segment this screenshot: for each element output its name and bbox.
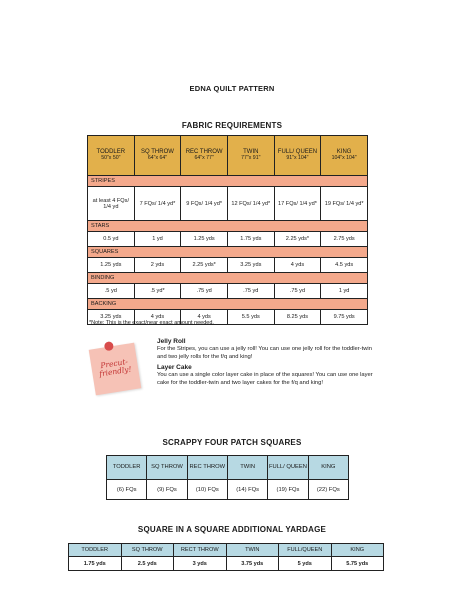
header-cell: SQ THROW bbox=[121, 544, 174, 557]
table-cell: 8.25 yds bbox=[274, 310, 321, 325]
table-cell: 5.5 yds bbox=[227, 310, 274, 325]
header-cell: FULL/ QUEEN bbox=[268, 456, 308, 480]
layer-cake-title: Layer Cake bbox=[157, 364, 192, 371]
precut-sticky-note bbox=[89, 343, 142, 396]
table-cell: .5 yd bbox=[88, 284, 135, 299]
table-cell: 5 yds bbox=[279, 557, 332, 571]
table-cell: (14) FQs bbox=[227, 480, 267, 500]
table-row bbox=[88, 284, 368, 299]
section-row-squares: SQUARES bbox=[88, 247, 368, 258]
header-cell: FULL/QUEEN bbox=[279, 544, 332, 557]
table-cell: .75 yd bbox=[227, 284, 274, 299]
header-twin: TWIN 77"x 91" bbox=[227, 136, 274, 176]
table-cell: (22) FQs bbox=[308, 480, 348, 500]
header-cell: RECT THROW bbox=[174, 544, 227, 557]
table-row bbox=[69, 557, 384, 571]
table-cell: (6) FQs bbox=[107, 480, 147, 500]
table-cell: at least 4 FQs/ 1/4 yd bbox=[88, 187, 135, 221]
table-cell: 3.25 yds bbox=[227, 258, 274, 273]
table-cell: (9) FQs bbox=[147, 480, 187, 500]
table-cell: 4 yds bbox=[274, 258, 321, 273]
table-cell: 1.75 yds bbox=[227, 232, 274, 247]
header-cell: TWIN bbox=[227, 456, 267, 480]
header-cell: TODDLER bbox=[107, 456, 147, 480]
table-cell: 1 yd bbox=[321, 284, 368, 299]
table-cell: 3.25 yds bbox=[88, 310, 135, 325]
table-cell: 3 yds bbox=[174, 557, 227, 571]
header-rec-throw: REC THROW 64"x 77" bbox=[181, 136, 228, 176]
header-toddler: TODDLER 50"x 50" bbox=[88, 136, 135, 176]
table-cell: (10) FQs bbox=[187, 480, 227, 500]
pushpin-icon bbox=[104, 341, 114, 351]
table-cell: 3.75 yds bbox=[226, 557, 279, 571]
table-cell: .75 yd bbox=[274, 284, 321, 299]
sticky-note-text: Precut-friendly! bbox=[98, 356, 133, 379]
table-cell: 2.5 yds bbox=[121, 557, 174, 571]
section-row-backing: BACKING bbox=[88, 299, 368, 310]
square-in-square-table bbox=[68, 543, 384, 571]
jelly-roll-text: For the Stripes, you can use a jelly roll! You can use one jelly roll for the toddler-twin and two jelly rolls for the f/q and king! bbox=[157, 346, 372, 360]
section-row-stripes: STRIPES bbox=[88, 176, 368, 187]
table-cell: .5 yd* bbox=[134, 284, 181, 299]
table-cell: 12 FQs/ 1/4 yd* bbox=[227, 187, 274, 221]
header-cell: KING bbox=[308, 456, 348, 480]
header-row bbox=[69, 544, 384, 557]
table-cell: 1.75 yds bbox=[69, 557, 122, 571]
header-cell: TWIN bbox=[226, 544, 279, 557]
section-row-stars: STARS bbox=[88, 221, 368, 232]
jelly-roll-tip bbox=[157, 338, 379, 362]
header-full-queen: FULL/ QUEEN 91"x 104" bbox=[274, 136, 321, 176]
scrappy-table bbox=[106, 455, 349, 500]
table-cell: 0.5 yd bbox=[88, 232, 135, 247]
table-cell: 4 yds bbox=[181, 310, 228, 325]
table-cell: 2 yds bbox=[134, 258, 181, 273]
table-cell: 4.5 yds bbox=[321, 258, 368, 273]
header-cell: SQ THROW bbox=[147, 456, 187, 480]
table-cell: 2.25 yds* bbox=[181, 258, 228, 273]
header-cell: TODDLER bbox=[69, 544, 122, 557]
jelly-roll-title: Jelly Roll bbox=[157, 338, 186, 345]
exact-amount-note: *Note: This is the exact/near exact amount needed. bbox=[89, 320, 214, 326]
fabric-requirements-title: FABRIC REQUIREMENTS bbox=[181, 121, 283, 130]
table-cell: 19 FQs/ 1/4 yd* bbox=[321, 187, 368, 221]
table-cell: 9.75 yds bbox=[321, 310, 368, 325]
table-cell: 4 yds bbox=[134, 310, 181, 325]
table-row bbox=[88, 187, 368, 221]
page-title: EDNA QUILT PATTERN bbox=[189, 84, 275, 93]
table-cell: 7 FQs/ 1/4 yd* bbox=[134, 187, 181, 221]
header-cell: KING bbox=[331, 544, 384, 557]
layer-cake-text: You can use a single color layer cake in place of the squares! You can use one layer cake for the toddler-twin and two layer cakes for the f/q and king! bbox=[157, 372, 373, 386]
table-row bbox=[88, 258, 368, 273]
table-cell: 2.25 yds* bbox=[274, 232, 321, 247]
table-cell: 17 FQs/ 1/4 yd* bbox=[274, 187, 321, 221]
table-cell: 1 yd bbox=[134, 232, 181, 247]
table-row bbox=[107, 480, 349, 500]
table-cell: 1.25 yds bbox=[88, 258, 135, 273]
table-cell: 5.75 yds bbox=[331, 557, 384, 571]
table-row bbox=[88, 232, 368, 247]
header-sq-throw: SQ THROW 64"x 64" bbox=[134, 136, 181, 176]
header-row bbox=[88, 136, 368, 176]
table-cell: 9 FQs/ 1/4 yd* bbox=[181, 187, 228, 221]
table-cell: .75 yd bbox=[181, 284, 228, 299]
square-in-square-title: SQUARE IN A SQUARE ADDITIONAL YARDAGE bbox=[137, 525, 327, 534]
header-cell: REC THROW bbox=[187, 456, 227, 480]
table-cell: (19) FQs bbox=[268, 480, 308, 500]
table-cell: 2.75 yds bbox=[321, 232, 368, 247]
header-row bbox=[107, 456, 349, 480]
header-king: KING 104"x 104" bbox=[321, 136, 368, 176]
section-row-binding: BINDING bbox=[88, 273, 368, 284]
table-cell: 1.25 yds bbox=[181, 232, 228, 247]
scrappy-title: SCRAPPY FOUR PATCH SQUARES bbox=[162, 438, 302, 447]
layer-cake-tip bbox=[157, 364, 379, 388]
fabric-requirements-table bbox=[87, 135, 368, 325]
